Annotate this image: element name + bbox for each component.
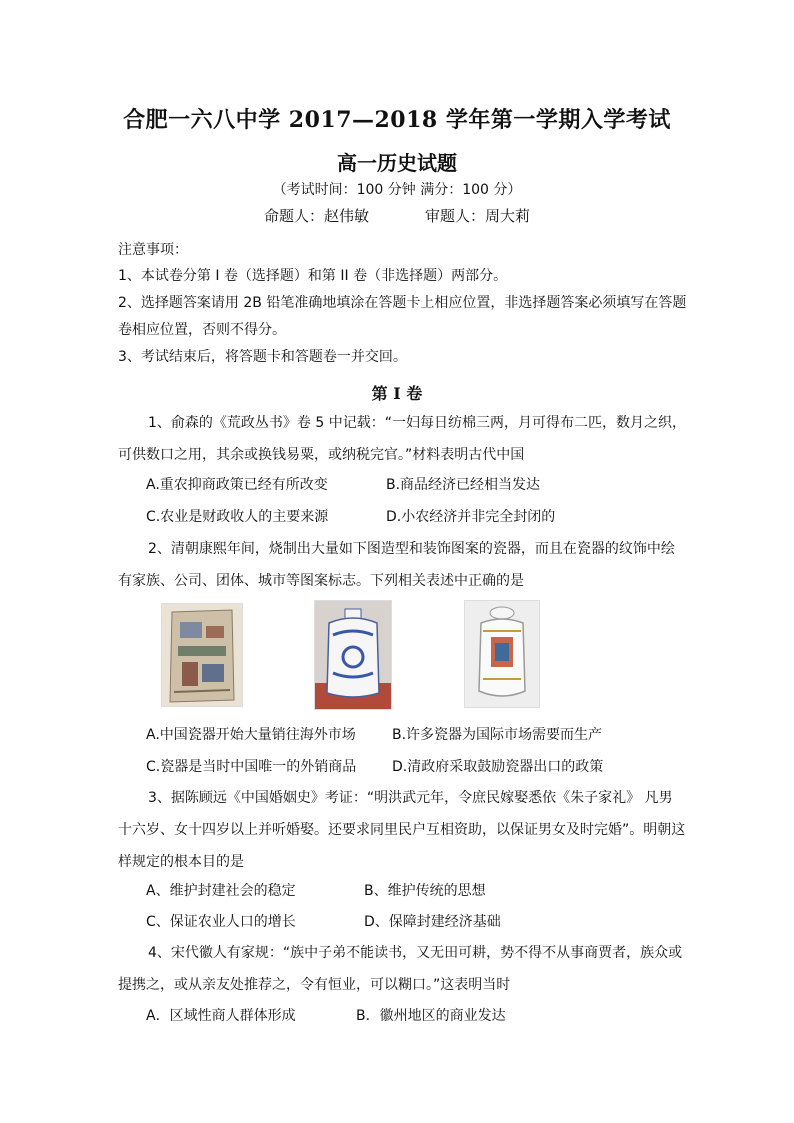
exam-subtitle: 高一历史试题	[337, 151, 457, 175]
notes-heading: 注意事项：	[118, 242, 188, 258]
note-item: 1、本试卷分第 I 卷（选择题）和第 II 卷（非选择题）两部分。	[118, 268, 508, 284]
question-option: A、维护封建社会的稳定	[146, 883, 296, 899]
question-stem: 3、据陈顾远《中国婚姻史》考证：“明洪武元年，令庶民嫁娶悉依《朱子家礼》 凡男十六岁、女十四岁以上并听婚娶。还要求同里民户互相资助，以保证男女及时完婚”。明朝这样规定的根本目的是	[118, 790, 686, 870]
note-item: 卷相应位置，否则不得分。	[118, 322, 286, 338]
question-stem: 4、宋代徽人有家规：“族中子弟不能读书，又无田可耕，势不得不从事商贾者，族众或提携之，或从亲友处推荐之，令有恒业，可以糊口。”这表明当时	[118, 945, 683, 993]
reviewer-label: 审题人：周大莉	[425, 207, 531, 225]
exam-title: 合肥一六八中学 2017—2018 学年第一学期入学考试	[123, 107, 671, 133]
exam-info: （考试时间：100 分钟 满分：100 分）	[272, 182, 522, 198]
note-item: 2、选择题答案请用 2B 铅笔准确地填涂在答题卡上相应位置，非选择题答案必须填写在答题	[118, 295, 687, 311]
exam-authors	[0, 205, 794, 226]
porcelain-jar-image	[314, 600, 392, 710]
question-option: A.重农抑商政策已经有所改变	[146, 477, 328, 493]
question-option: B．徽州地区的商业发达	[356, 1008, 506, 1024]
question-stem: 1、俞森的《荒政丛书》卷 5 中记载：“一妇每日纺棉三两，月可得布二匹，数月之织，可供数口之用，其余或换钱易粟，或纳税完官。”材料表明古代中国	[118, 415, 686, 463]
question-option: C、保证农业人口的增长	[146, 914, 296, 930]
question-option: D、保障封建经济基础	[364, 914, 501, 930]
question-option: B、维护传统的思想	[364, 883, 486, 899]
question-option: B.许多瓷器为国际市场需要而生产	[392, 727, 603, 743]
question-stem: 2、清朝康熙年间，烧制出大量如下图造型和装饰图案的瓷器，而且在瓷器的纹饰中绘有家族、公司、团体、城市等图案标志。下列相关表述中正确的是	[118, 541, 675, 589]
question-option: C.瓷器是当时中国唯一的外销商品	[146, 759, 357, 775]
question-option: D.清政府采取鼓励瓷器出口的政策	[392, 759, 604, 775]
note-item: 3、考试结束后，将答题卡和答题卷一并交回。	[118, 349, 407, 365]
question-option: A．区域性商人群体形成	[146, 1008, 296, 1024]
question-option: A.中国瓷器开始大量销往海外市场	[146, 727, 356, 743]
author-label: 命题人：赵伟敏	[263, 207, 369, 225]
porcelain-vase-image	[161, 603, 243, 707]
question-option: B.商品经济已经相当发达	[386, 477, 541, 493]
section-title: 第 I 卷	[371, 384, 423, 403]
question-option: D.小农经济并非完全封闭的	[386, 509, 556, 525]
porcelain-urn-image	[464, 600, 540, 708]
question-option: C.农业是财政收人的主要来源	[146, 509, 329, 525]
